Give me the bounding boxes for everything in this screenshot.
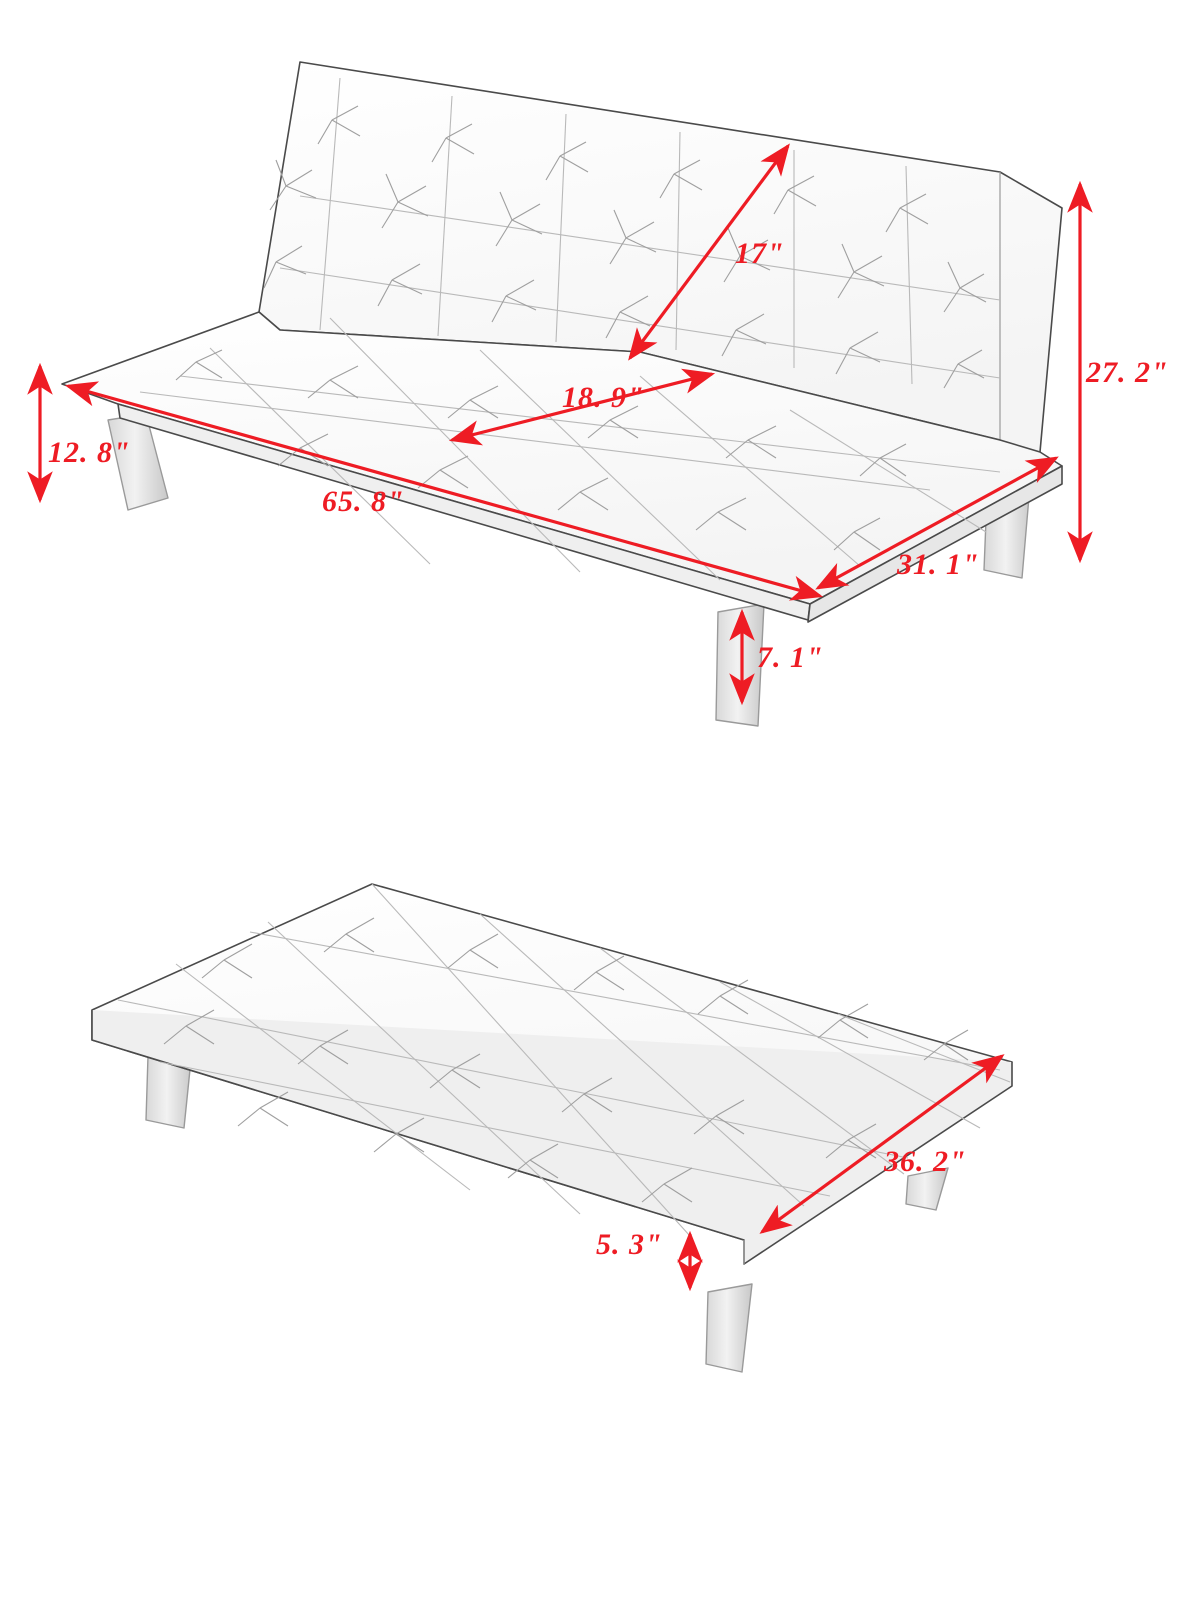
dimension-label-seat-height: 12. 8" <box>48 436 131 469</box>
dimension-label-height-overall: 27. 2" <box>1086 356 1169 389</box>
dimension-label-backrest-height: 17" <box>735 237 785 270</box>
dimension-label-bed-depth: 36. 2" <box>884 1145 967 1178</box>
dimension-label-seat-depth: 18. 9" <box>562 381 645 414</box>
sofa-flat-view <box>92 884 1012 1372</box>
dimension-label-leg-height: 7. 1" <box>757 641 824 674</box>
dimension-label-depth-overall: 31. 1" <box>897 548 980 581</box>
bed-mattress <box>92 884 1012 1264</box>
dimension-label-width-overall: 65. 8" <box>322 485 405 518</box>
dimension-label-mattress-thickness: 5. 3" <box>596 1228 663 1261</box>
